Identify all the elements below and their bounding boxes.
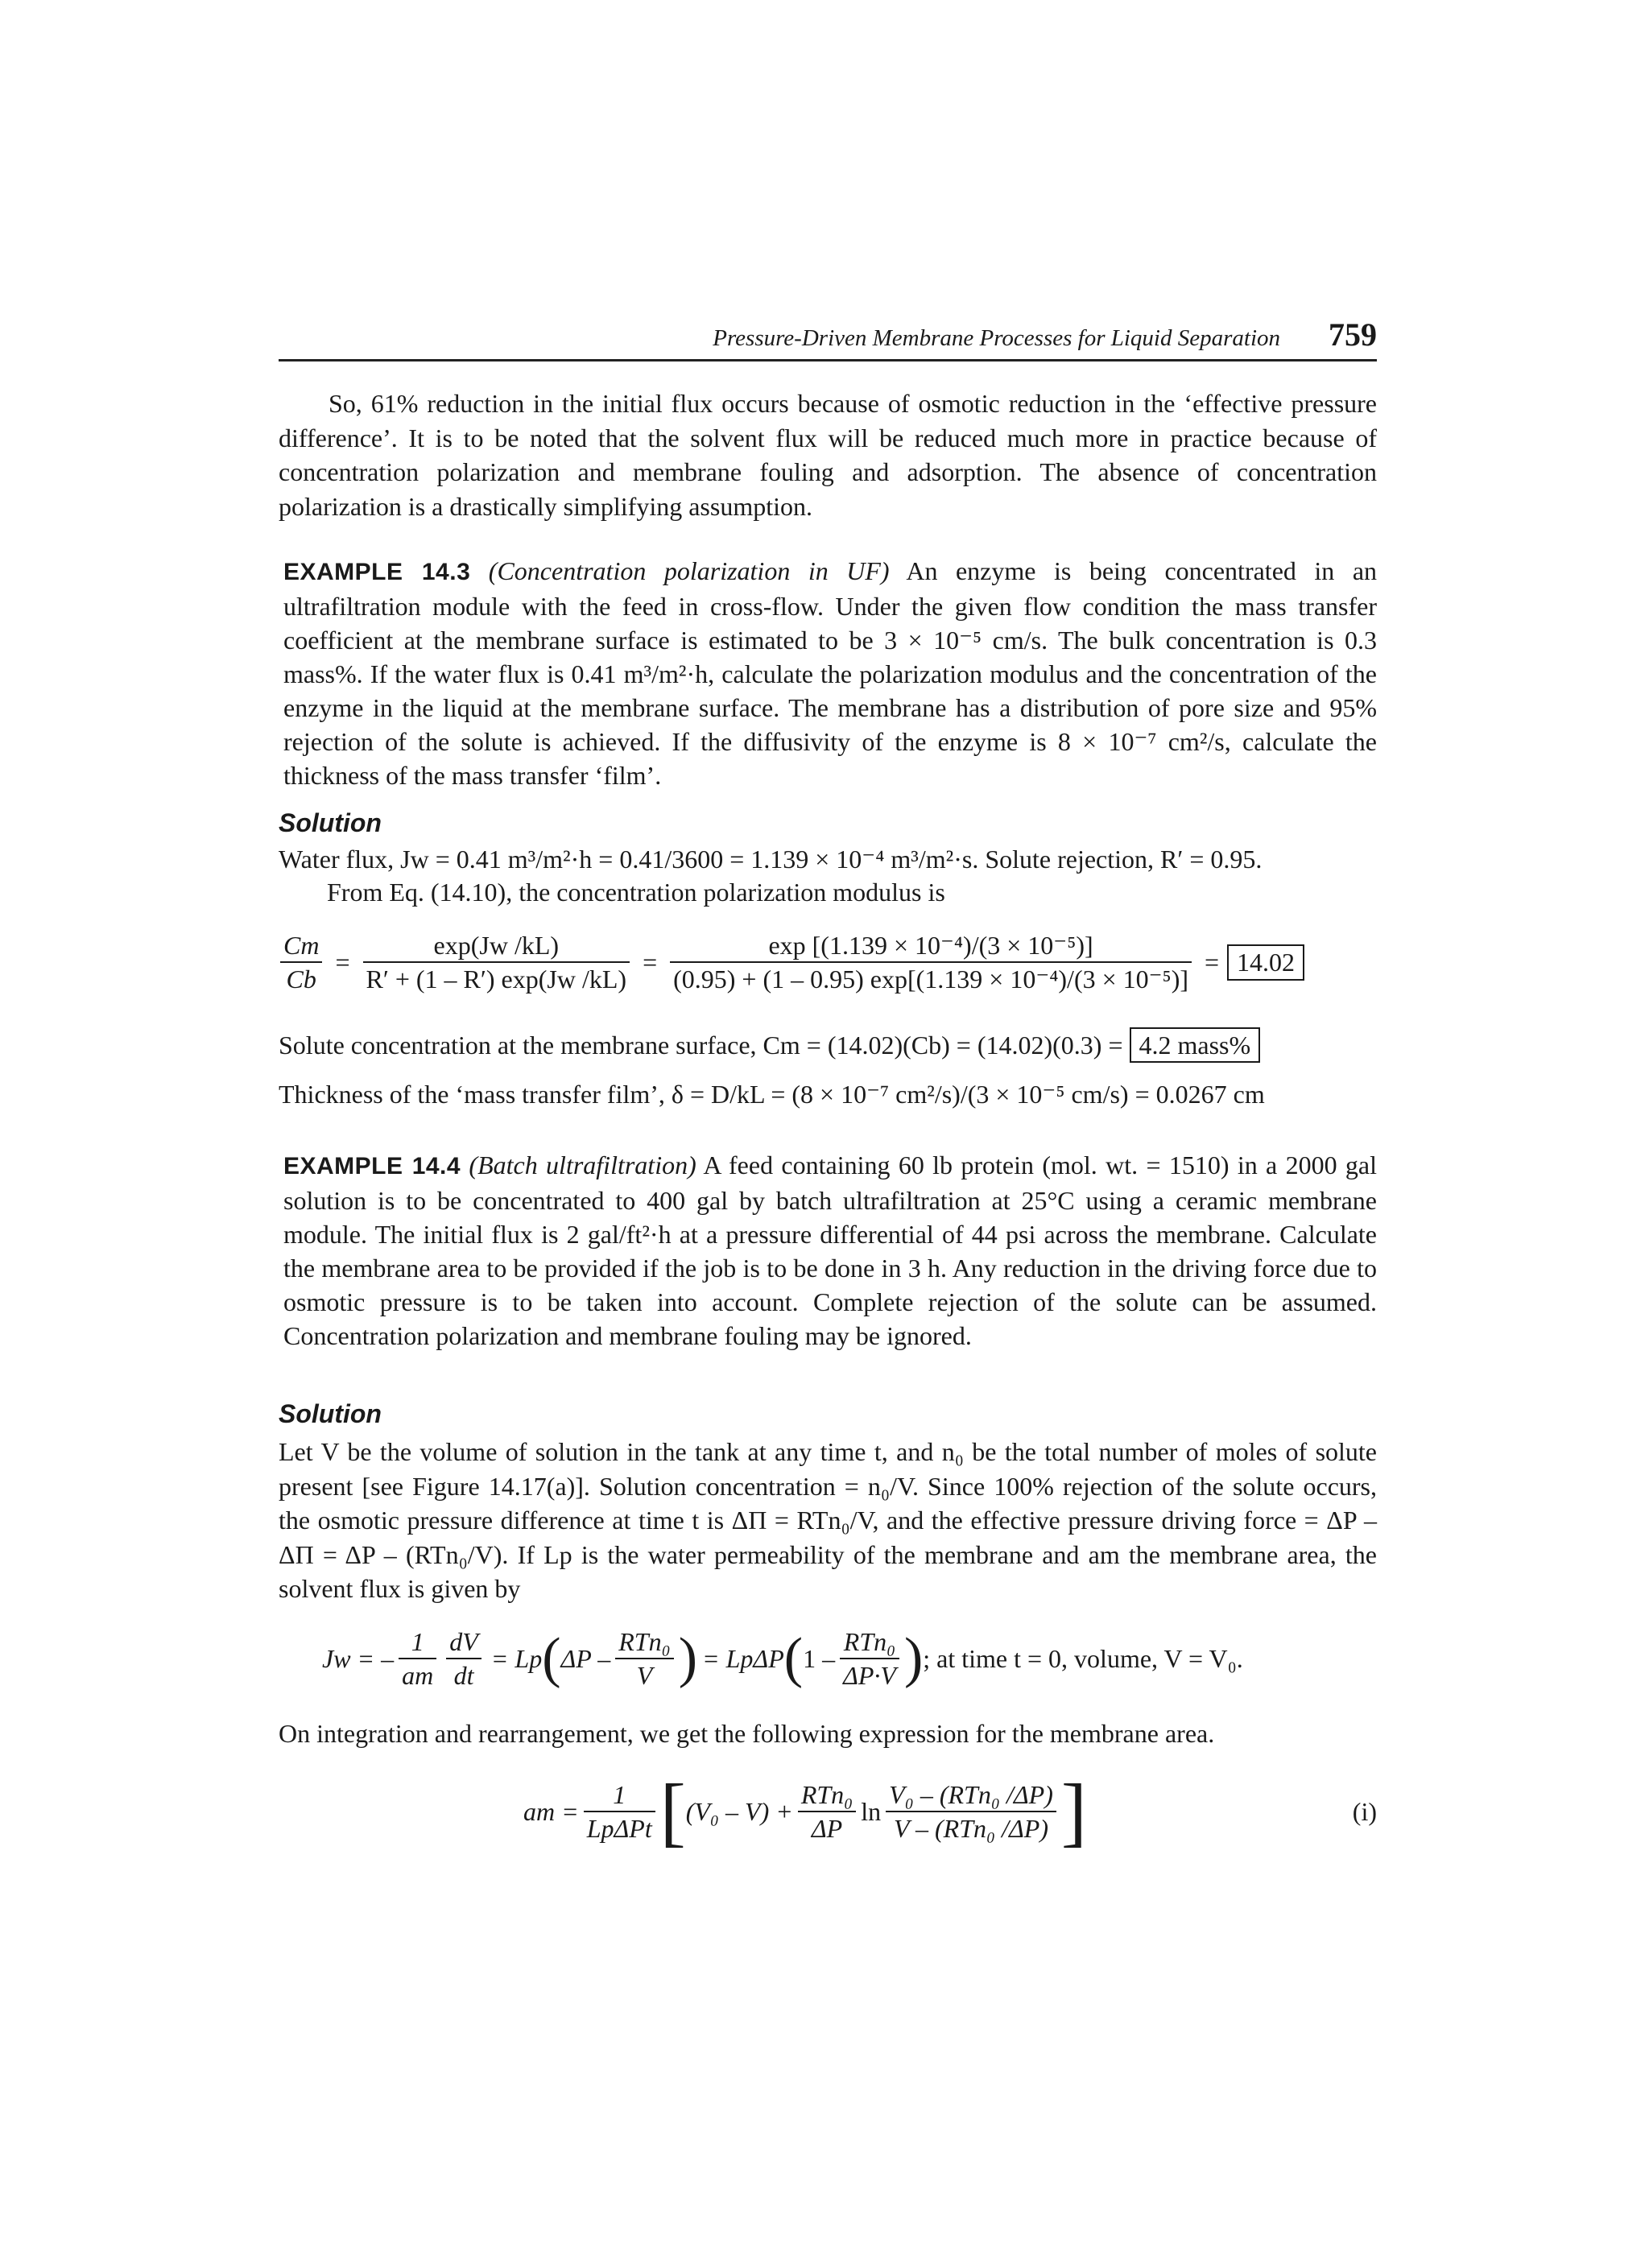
running-title: Pressure-Driven Membrane Processes for Liquid Separation [713,325,1280,351]
solution-heading: Solution [279,808,382,837]
surface-concentration-text: Solute concentration at the membrane surface, Cm = (14.02)(Cb) = (14.02)(0.3) = [279,1031,1123,1060]
eq-am-ln: ln [861,1796,882,1826]
eq-general-num: exp(Jw /kL) [363,929,630,963]
eq-am-frac2-den: ΔP [811,1814,843,1843]
eq-lhs-fraction [280,929,322,995]
surface-concentration-result: 4.2 mass% [1130,1027,1261,1063]
page-header [279,316,1377,356]
eq-jw-frac2 [446,1626,481,1692]
example-title: (Batch ultrafiltration) [469,1151,696,1179]
eq-am-frac1 [584,1778,655,1845]
eq-jw-frac3-den: V [636,1661,653,1690]
solution-heading: Solution [279,1399,382,1428]
eq-jw-frac4 [840,1626,899,1692]
eq-am-frac2 [798,1778,856,1845]
eq-am-lhs: am = [523,1796,579,1826]
eq-result-box: 14.02 [1227,944,1304,981]
example-label: EXAMPLE 14.3 [283,559,471,585]
solution-line-modulus: From Eq. (14.10), the concentration polarization modulus is [327,878,945,907]
solution-line-water-flux: Water flux, Jw = 0.41 m³/m²·h = 0.41/3600 = 1.139 × 10⁻⁴ m³/m²·s. Solute rejection, R′ = 0.95. [279,845,1263,874]
eq-general-den: R′ + (1 – R′) exp(Jw /kL) [366,965,627,994]
example-14-3 [283,554,1377,792]
film-thickness-line: Thickness of the ‘mass transfer film’, δ = D/kL = (8 × 10⁻⁷ cm²/s)/(3 × 10⁻⁵ cm/s) = 0.0267 cm [279,1080,1265,1109]
eq-lhs-num: Cm [280,929,322,963]
eq-am-frac1-den: LpΔPt [586,1814,652,1843]
eq-general-fraction [363,929,630,995]
integration-text: On integration and rearrangement, we get the following expression for the membrane area. [279,1719,1215,1748]
eq-jw-inner1: ΔP – [560,1643,611,1673]
eq-lhs-den: Cb [286,965,316,994]
eq-am-frac1-num: 1 [584,1778,655,1812]
eq-jw-frac1 [399,1626,436,1692]
eq-jw-tail: ; at time t = 0, volume, V = V₀. [923,1643,1243,1673]
eq-jw-frac1-num: 1 [399,1626,436,1659]
example-text: An enzyme is being concentrated in an ultrafiltration module with the feed in cross-flow. Under the given flow condition the mass transfer coefficient at the membrane surface is estimated to be 3 × 10⁻⁵ cm/s. The bulk concentration is 0.3 mass%. If the water flux is 0.41 m³/m²·h, calculate the polarization modulus and the concentration of the enzyme in the liquid at the membrane surface. The membrane has a distribution of pore size and 95% rejection of the solute is achieved. If the diffusivity of the enzyme is 8 × 10⁻⁷ cm²/s, calculate the thickness of the mass transfer ‘film’. [283,556,1378,790]
eq-jw-frac2-den: dt [453,1661,474,1690]
eq-am-frac3 [886,1778,1056,1845]
equation-solvent-flux: Jw = – $\frac{1}{am}$ $\frac{dV}{dt}$ = Lp ( ΔP – $\frac{\text{RTn₀}}{V}$ ) = LpΔP ( 1 – $\frac{\text{RTn₀}}{\Delta P\cdot V}$ ) ; at time t = 0, volume, V = V₀. [322,1627,1243,1690]
eq-am-tag: (i) [1352,1796,1377,1826]
eq-jw-frac3-num: RTn₀ [615,1626,673,1659]
eq-jw-inner2: 1 – [803,1643,836,1673]
intro-paragraph: So, 61% reduction in the initial flux occurs because of osmotic reduction in the ‘effective pressure difference’. It is to be noted that the solvent flux will be reduced much more in practice because of concentration polarization and membrane fouling and adsorption. The absence of concentration polarization is a drastically simplifying assumption. [279,389,1377,521]
eq-jw-frac4-num: RTn₀ [840,1626,899,1659]
example-title: (Concentration polarization in UF) [488,556,890,585]
eq-am-frac3-num: V₀ – (RTn₀ /ΔP) [886,1778,1056,1812]
eq-jw-mid2: = LpΔP [702,1643,784,1673]
example-14-4 [283,1148,1377,1353]
eq-numeric-fraction [670,929,1192,995]
eq-am-frac2-num: RTn₀ [798,1778,856,1812]
header-rule [279,359,1377,361]
eq-jw-frac1-den: am [402,1661,434,1690]
eq-jw-lhs: Jw = – [322,1643,395,1673]
eq-am-term1: (V₀ – V) + [685,1796,793,1826]
eq-jw-frac3 [615,1626,673,1692]
eq-numeric-den: (0.95) + (1 – 0.95) exp[(1.139 × 10⁻⁴)/(3 × 10⁻⁵)] [673,965,1188,994]
eq-jw-frac2-num: dV [446,1626,481,1659]
equation-polarization-modulus: $\frac{Cm}{Cb}$ = $\frac{\exp(Jw /kL)}{R' + (1 - R') \exp(Jw /kL)}$ = $\frac{\text{exp [(1.139 × 10⁻⁴)/(3 × 10⁻⁵)]}}{\text{(0.95) + (1 – 0.95) exp[(1.139 × 10⁻⁴)/(3 × 10⁻⁵)]}}$ = 14.02 [275,918,1380,1006]
example-label: EXAMPLE 14.4 [283,1153,461,1179]
eq-numeric-num: exp [(1.139 × 10⁻⁴)/(3 × 10⁻⁵)] [670,929,1192,963]
solution-paragraph: Let V be the volume of solution in the tank at any time t, and n₀ be the total number of moles of solute present [see Figure 14.17(a)]. Solution concentration = n₀/V. Since 100% rejection of the solute occurs, the osmotic pressure difference at time t is ΔΠ = RTn₀/V, and the effective pressure driving force = ΔP – ΔΠ = ΔP – (RTn₀/V). If Lp is the water permeability of the membrane and am the membrane area, the solvent flux is given by [279,1437,1377,1603]
surface-concentration-line [279,1031,1260,1060]
equation-membrane-area: am = $\frac{1}{\text{LpΔPt}}$ [ (V₀ – V) + $\frac{\text{RTn₀}}{\Delta P}$ ln $\frac{\text{V₀ – (RTn₀ /ΔP)}}{\text{V – (RTn₀ /ΔP)}}$ ] (i) [523,1768,1377,1854]
eq-jw-frac4-den: ΔP·V [843,1661,896,1690]
page-number: 759 [1329,316,1377,353]
example-text: A feed containing 60 lb protein (mol. wt. = 1510) in a 2000 gal solution is to be concentrated to 400 gal by batch ultrafiltration at 25°C using a ceramic membrane module. The initial flux is 2 gal/ft²·h at a pressure differential of 44 psi across the membrane. Calculate the membrane area to be provided if the job is to be done in 3 h. Any reduction in the driving force due to osmotic pressure is to be taken into account. Complete rejection of the solute can be assumed. Concentration polarization and membrane fouling may be ignored. [283,1151,1378,1350]
eq-jw-mid1: = Lp [490,1643,543,1673]
eq-am-frac3-den: V – (RTn₀ /ΔP) [894,1814,1048,1843]
